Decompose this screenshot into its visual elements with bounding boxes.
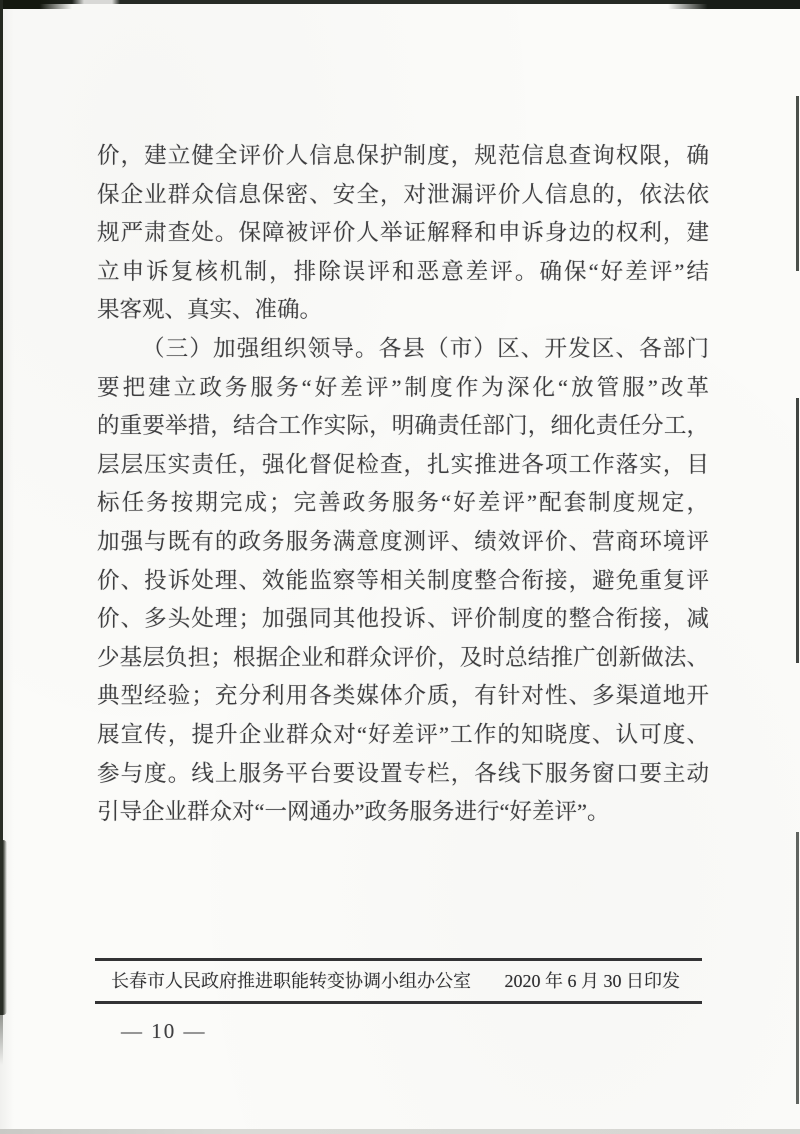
scan-edge-right — [796, 96, 799, 271]
page-number: — 10 — — [121, 1019, 207, 1043]
body-line: 要把建立政务服务“好差评”制度作为深化“放管服”改革 — [97, 374, 709, 400]
body-line: 标任务按期完成；完善政务服务“好差评”配套制度规定， — [97, 490, 709, 516]
colophon-rule-bottom — [95, 1001, 702, 1004]
colophon-print-date: 2020 年 6 月 30 日印发 — [504, 971, 680, 991]
body-line: 价，建立健全评价人信息保护制度，规范信息查询权限，确 — [97, 143, 709, 168]
scan-edge-right — [796, 398, 799, 663]
scan-corner-top-left — [0, 0, 72, 9]
body-line: 价、多头处理；加强同其他投诉、评价制度的整合衔接，减 — [97, 606, 709, 632]
scan-corner-top-right — [668, 0, 800, 9]
scan-edge-left-blob — [0, 840, 7, 1015]
body-line: 果客观、真实、准确。 — [97, 297, 323, 323]
document-body — [97, 137, 709, 832]
colophon-row — [95, 961, 702, 999]
body-line: 加强与既有的政务服务满意度测评、绩效评价、营商环境评 — [97, 528, 709, 554]
scan-edge-bottom — [0, 1129, 800, 1134]
scan-edge-right — [796, 832, 799, 1104]
body-line: 层层压实责任，强化督促检查，扎实推进各项工作落实，目 — [97, 451, 709, 477]
body-line: 引导企业群众对“一网通办”政务服务进行“好差评”。 — [97, 799, 610, 825]
body-line-section-heading: （三）加强组织领导。各县（市）区、开发区、各部门 — [142, 335, 709, 361]
body-line: 价、投诉处理、效能监察等相关制度整合衔接，避免重复评 — [97, 567, 709, 593]
body-line: 典型经验；充分利用各类媒体介质，有针对性、多渠道地开 — [97, 683, 709, 709]
body-line: 参与度。线上服务平台要设置专栏，各线下服务窗口要主动 — [97, 760, 709, 786]
body-line: 保企业群众信息保密、安全，对泄漏评价人信息的，依法依 — [97, 181, 709, 207]
body-line: 展宣传，提升企业群众对“好差评”工作的知晓度、认可度、 — [97, 721, 709, 747]
body-line: 立申诉复核机制，排除误评和恶意差评。确保“好差评”结 — [97, 258, 709, 284]
body-line: 规严肃查处。保障被评价人举证解释和申诉身边的权利，建 — [97, 220, 709, 246]
body-line: 的重要举措，结合工作实际，明确责任部门，细化责任分工， — [97, 413, 709, 439]
body-line: 少基层负担；根据企业和群众评价，及时总结推广创新做法、 — [97, 644, 709, 670]
colophon — [95, 958, 702, 1004]
colophon-issuer: 长春市人民政府推进职能转变协调小组办公室 — [111, 971, 471, 991]
